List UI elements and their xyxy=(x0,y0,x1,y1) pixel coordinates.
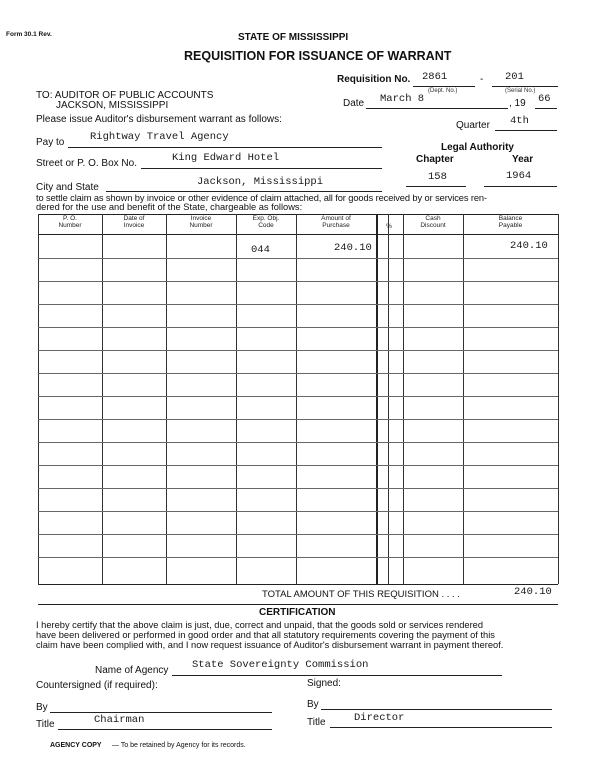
year-prefix: , 19 xyxy=(509,98,526,109)
quarter-label: Quarter xyxy=(456,120,490,131)
dept-no-value: 2861 xyxy=(422,71,448,83)
street-label: Street or P. O. Box No. xyxy=(36,158,137,169)
col-header-po-number: P. O. Number xyxy=(58,215,82,229)
col-header-percent: % xyxy=(386,223,392,230)
title-label-left: Title xyxy=(36,719,55,730)
agency-label: Name of Agency xyxy=(95,665,169,676)
authority-year-label: Year xyxy=(512,154,534,165)
quarter-value: 4th xyxy=(510,115,529,127)
addressee-line2: JACKSON, MISSISSIPPI xyxy=(56,100,169,111)
instruction-text: Please issue Auditor's disbursement warrant as follows: xyxy=(36,114,282,125)
col-header-balance-payable: Balance Payable xyxy=(498,215,523,229)
pay-to-label: Pay to xyxy=(36,137,65,148)
title-label-right: Title xyxy=(307,717,326,728)
certification-line2: have been delivered or performed in good order and that all statutory requirements covering the payment of this xyxy=(36,630,495,640)
year-suffix: 66 xyxy=(538,93,551,105)
certification-heading: CERTIFICATION xyxy=(259,607,336,618)
chapter-label: Chapter xyxy=(416,154,454,165)
total-label: TOTAL AMOUNT OF THIS REQUISITION . . . . xyxy=(262,589,460,600)
state-heading: STATE OF MISSISSIPPI xyxy=(238,32,349,43)
dept-no-caption: (Dept. No.) xyxy=(428,88,458,94)
agency-copy-label: AGENCY COPY xyxy=(50,742,102,749)
certification-line1: I hereby certify that the above claim is just, due, correct and unpaid, that the goods sold or services rendered xyxy=(36,620,484,630)
date-label: Date xyxy=(343,98,365,109)
authority-year-value: 1964 xyxy=(506,170,532,182)
title-right-value: Director xyxy=(354,712,405,724)
by-label-right: By xyxy=(307,699,319,710)
by-label-left: By xyxy=(36,702,48,713)
total-value: 240.10 xyxy=(514,586,552,598)
col-header-cash-discount: Cash Discount xyxy=(420,215,446,229)
serial-no-caption: (Serial No.) xyxy=(505,88,536,94)
city-value: Jackson, Mississippi xyxy=(197,176,324,188)
agency-value: State Sovereignty Commission xyxy=(192,659,369,671)
form-code: Form 30.1 Rev. xyxy=(6,31,52,38)
col-header-invoice-number: Invoice Number xyxy=(189,215,213,229)
col-header-exp-obj-code: Exp. Obj. Code xyxy=(252,215,280,229)
row-amount: 240.10 xyxy=(334,242,372,254)
settle-text-line2: dered for the use and benefit of the State, chargeable as follows: xyxy=(36,202,303,212)
agency-copy-note: — To be retained by Agency for its records. xyxy=(112,742,246,749)
serial-no-value: 201 xyxy=(505,71,524,83)
pay-to-value: Rightway Travel Agency xyxy=(90,131,229,143)
page-title: REQUISITION FOR ISSUANCE OF WARRANT xyxy=(184,49,452,63)
title-left-value: Chairman xyxy=(94,714,145,726)
certification-line3: claim have been complied with, and I now request issuance of Auditor's disbursement warrant in payment thereof. xyxy=(36,640,504,650)
addressee-line1: TO: AUDITOR OF PUBLIC ACCOUNTS xyxy=(36,90,214,101)
chapter-value: 158 xyxy=(428,171,447,183)
requisition-label: Requisition No. xyxy=(337,74,411,85)
col-header-amount: Amount of Purchase xyxy=(321,215,351,229)
row-exp-obj-code: 044 xyxy=(251,244,270,256)
countersigned-label: Countersigned (if required): xyxy=(36,680,158,691)
legal-authority-heading: Legal Authority xyxy=(441,142,514,153)
row-balance: 240.10 xyxy=(510,240,548,252)
date-value: March 8 xyxy=(380,93,425,105)
signed-label: Signed: xyxy=(307,678,341,689)
settle-text-line1: to settle claim as shown by invoice or other evidence of claim attached, all for goods received by or services ren- xyxy=(36,193,487,203)
city-label: City and State xyxy=(36,182,99,193)
col-header-date-of-invoice: Date of Invoice xyxy=(123,215,145,229)
street-value: King Edward Hotel xyxy=(172,152,280,164)
